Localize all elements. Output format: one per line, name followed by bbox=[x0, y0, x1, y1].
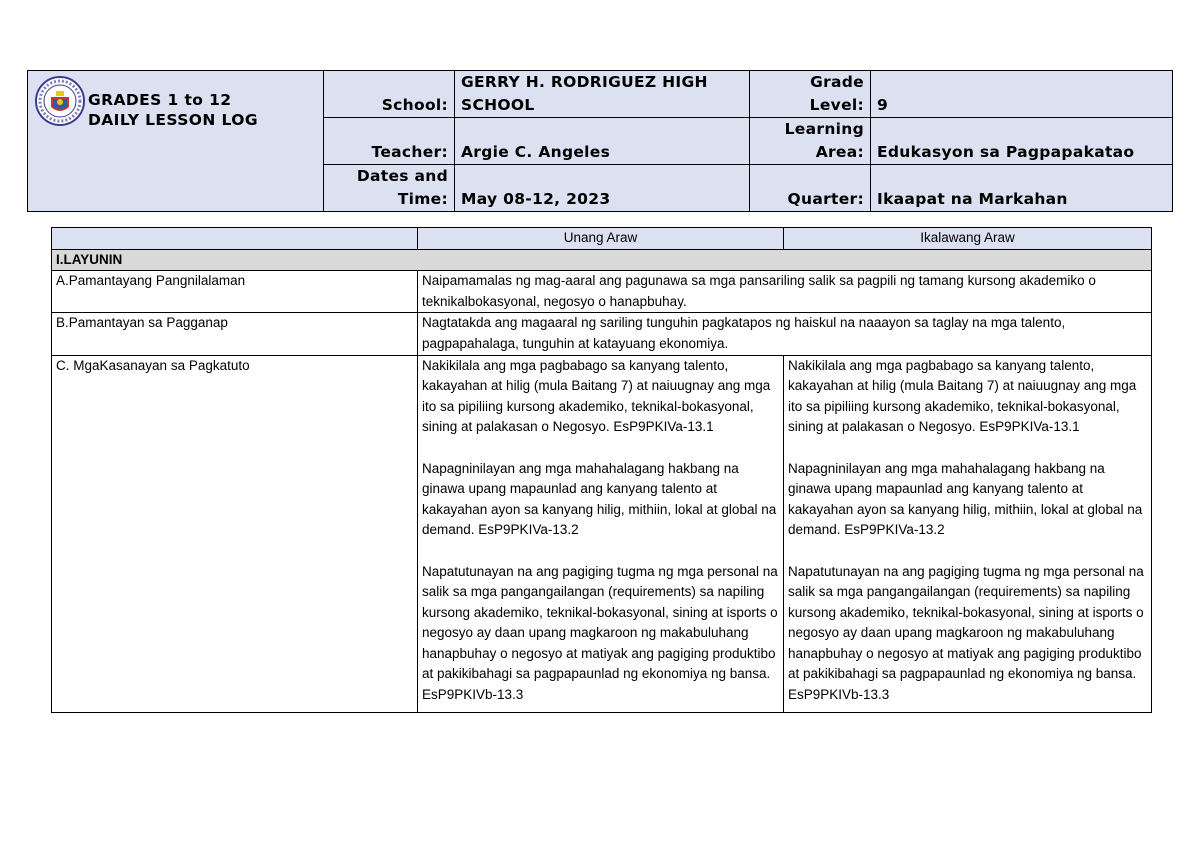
competency-paragraph: Napagninilayan ang mga mahahalagang hakbang na ginawa upang mapaunlad ang kanyang talento at kakayahan ayon sa kanyang hilig, mithiin, lokal at global na demand. EsP9PKIVa-13.2 bbox=[422, 460, 777, 538]
row-content: Nagtatakda ang magaaral ng sariling tunguhin pagkatapos ng haiskul na naaayon sa taglay na mga talento, pagpapahalaga, tunguhin at katayuang ekonomiya. bbox=[418, 313, 1152, 355]
dates-label bbox=[324, 165, 455, 212]
grade-label-line2: Level: bbox=[809, 96, 864, 114]
row-content: Naipamamalas ng mag-aaral ang pagunawa sa mga pansariling salik sa pagpili ng tamang kursong akademiko o teknikalbokasyonal, negosyo o hanapbuhay. bbox=[418, 271, 1152, 313]
column-header-row bbox=[52, 228, 1152, 250]
school-label: School: bbox=[324, 71, 455, 118]
grade-value: 9 bbox=[871, 71, 1173, 118]
table-row bbox=[52, 271, 1152, 313]
school-value-line1: GERRY H. RODRIGUEZ HIGH bbox=[461, 73, 708, 91]
school-value bbox=[455, 71, 750, 118]
quarter-label: Quarter: bbox=[750, 165, 871, 212]
area-value: Edukasyon sa Pagpapakatao bbox=[871, 118, 1173, 165]
area-label-line2: Area: bbox=[815, 143, 864, 161]
brand-title-line2: DAILY LESSON LOG bbox=[88, 111, 258, 129]
dates-value: May 08-12, 2023 bbox=[455, 165, 750, 212]
table-row bbox=[52, 313, 1152, 355]
area-label bbox=[750, 118, 871, 165]
section-row-layunin bbox=[52, 249, 1152, 271]
competency-paragraph: Nakikilala ang mga pagbabago sa kanyang talento, kakayahan at hilig (mula Baitang 7) at naiuugnay ang mga ito sa pipiliing kursong akademiko, teknikal-bokasyonal, sining at palakasan o Negosyo. EsP9PKIVa-13.1 bbox=[422, 357, 771, 435]
row-label: C. MgaKasanayan sa Pagkatuto bbox=[52, 355, 418, 712]
section-title: I.LAYUNIN bbox=[52, 249, 1152, 271]
lesson-log-header bbox=[27, 70, 1173, 212]
brand-cell bbox=[28, 71, 324, 212]
school-value-line2: SCHOOL bbox=[461, 96, 535, 114]
row-label: B.Pamantayan sa Pagganap bbox=[52, 313, 418, 355]
brand-title-line1: GRADES 1 to 12 bbox=[88, 91, 232, 109]
day1-competencies bbox=[418, 355, 784, 712]
day2-competencies bbox=[784, 355, 1152, 712]
competency-paragraph: Napagninilayan ang mga mahahalagang hakbang na ginawa upang mapaunlad ang kanyang talento at kakayahan ayon sa kanyang hilig, mithiin, lokal at global na demand. EsP9PKIVa-13.2 bbox=[788, 460, 1143, 538]
column-header-blank bbox=[52, 228, 418, 250]
column-header-day1: Unang Araw bbox=[418, 228, 784, 250]
quarter-value: Ikaapat na Markahan bbox=[871, 165, 1173, 212]
competency-paragraph: Nakikilala ang mga pagbabago sa kanyang talento, kakayahan at hilig (mula Baitang 7) at naiuugnay ang mga ito sa pipiliing kursong akademiko, teknikal-bokasyonal, sining at palakasan o Negosyo. EsP9PKIVa-13.1 bbox=[788, 357, 1137, 435]
grade-label bbox=[750, 71, 871, 118]
teacher-label: Teacher: bbox=[324, 118, 455, 165]
dates-label-line1: Dates and bbox=[356, 167, 448, 185]
dates-label-line2: Time: bbox=[397, 190, 448, 208]
area-label-line1: Learning bbox=[784, 120, 864, 138]
table-row bbox=[52, 355, 1152, 712]
competency-paragraph: Napatutunayan na ang pagiging tugma ng mga personal na salik sa mga pangangailangan (requirements) sa napiling kursong akademiko, teknikal-bokasyonal, sining at isports o negosyo ay daan upang magkaroon ng makabuluhang hanapbuhay o negosyo at matiyak ang pagiging produktibo at pakikibahagi sa pagpapaunlad ng ekonomiya ng bansa. EsP9PKIVb-13.3 bbox=[422, 563, 778, 703]
teacher-value: Argie C. Angeles bbox=[455, 118, 750, 165]
lesson-log-table bbox=[51, 227, 1152, 713]
row-label: A.Pamantayang Pangnilalaman bbox=[52, 271, 418, 313]
grade-label-line1: Grade bbox=[810, 73, 864, 91]
deped-seal-icon bbox=[34, 75, 86, 127]
column-header-day2: Ikalawang Araw bbox=[784, 228, 1152, 250]
competency-paragraph: Napatutunayan na ang pagiging tugma ng mga personal na salik sa mga pangangailangan (requirements) sa napiling kursong akademiko, teknikal-bokasyonal, sining at isports o negosyo ay daan upang magkaroon ng makabuluhang hanapbuhay o negosyo at matiyak ang pagiging produktibo at pakikibahagi sa pagpapaunlad ng ekonomiya ng bansa. EsP9PKIVb-13.3 bbox=[788, 563, 1144, 703]
